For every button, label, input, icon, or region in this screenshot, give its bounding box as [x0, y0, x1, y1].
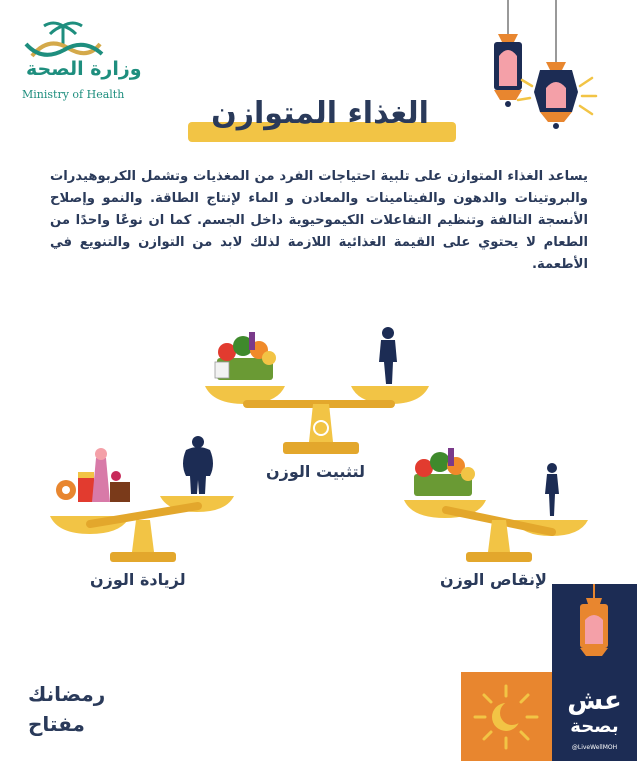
intro-paragraph: يساعد الغذاء المتوازن على تلبية احتياجات الفرد من المغذيات وتشمل الكربوهيدرات والبروتينات والدهون والفيتامينات والمعادن و الماء لإنتاج الطاقة. والنمو وإصلاح الأنسجة التالفة وتنظيم التفاعلات الكيموحيوية داخل الجسم. كما ان نوعًا واحدًا من الطعام لا يحتوي على القيمة الغذائية اللازمة لذلك لابد من التوازن والتنويع في الأطعمة.	[50, 169, 588, 272]
person-icon	[183, 436, 213, 494]
lanterns-decoration	[468, 0, 618, 150]
person-icon	[379, 327, 397, 384]
scale-loss	[402, 440, 592, 568]
label-stable-weight: لتثبيت الوزن	[266, 462, 366, 481]
label-weight-loss: لإنقاص الوزن	[440, 570, 547, 589]
moh-logo	[18, 18, 128, 62]
lantern-icon	[494, 34, 522, 107]
sun-moon-icon	[461, 672, 552, 761]
live-well-sub: بصحة	[570, 716, 619, 737]
vegetables-icon	[215, 332, 276, 380]
live-well-handle: @LiveWellMOH	[571, 744, 618, 751]
tile-lantern	[552, 584, 637, 672]
brand-line-1: رمضانك	[28, 682, 106, 706]
ramadan-brand	[28, 682, 168, 742]
page-title-block	[180, 96, 460, 148]
logo-arabic-name: وزارة الصحة	[26, 58, 142, 80]
palm-swords-icon	[18, 18, 108, 62]
scale-gain	[48, 432, 238, 568]
brand-line-2: مفتاح	[28, 712, 85, 736]
page-title: الغذاء المتوازن	[211, 96, 429, 131]
live-well-main: عش	[567, 686, 622, 716]
vegetables-icon	[414, 448, 475, 496]
lantern-icon	[534, 62, 578, 129]
sweets-icon	[56, 448, 130, 502]
lantern-icon	[552, 584, 637, 672]
logo-english-name: Ministry of Health	[22, 88, 125, 101]
scale-stable	[205, 318, 435, 460]
label-weight-gain: لزيادة الوزن	[90, 570, 186, 589]
tile-live-well	[552, 672, 637, 761]
person-icon	[545, 463, 559, 516]
tile-sun	[461, 672, 552, 761]
